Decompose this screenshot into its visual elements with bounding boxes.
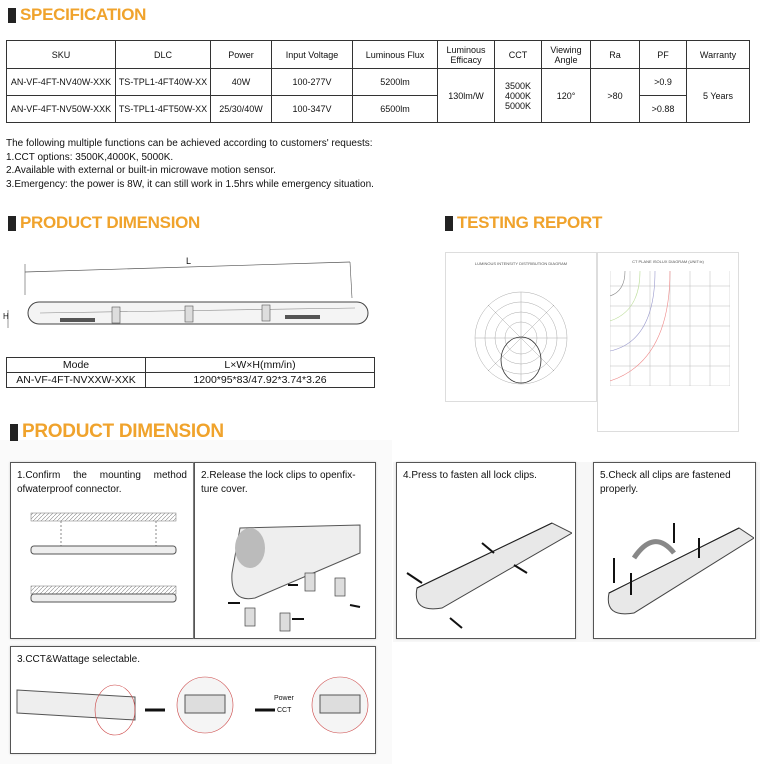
diagram-title: LUMINOUS INTENSITY DISTRIBUTION DIAGRAM bbox=[474, 261, 568, 266]
step-text: 4.Press to fasten all lock clips. bbox=[403, 470, 537, 481]
intensity-diagram bbox=[445, 252, 597, 402]
cell-efficacy: 130lm/W bbox=[438, 69, 495, 123]
step-text: 3.CCT&Wattage selectable. bbox=[17, 654, 141, 665]
cell-pf: >0.88 bbox=[640, 96, 687, 123]
heading-text: SPECIFICATION bbox=[20, 5, 147, 24]
cell-sku: AN-VF-4FT-NV40W-XXK bbox=[7, 69, 116, 96]
table-row bbox=[7, 69, 750, 96]
height-label: H bbox=[3, 312, 9, 321]
table-header-row bbox=[7, 41, 750, 69]
cell-cct bbox=[495, 69, 542, 123]
cct-value: 3500K bbox=[504, 80, 532, 91]
specification-heading bbox=[8, 5, 146, 25]
dimension-table bbox=[6, 357, 375, 388]
col-voltage: Input Voltage bbox=[272, 41, 353, 69]
note-line: 2.Available with external or built-in microwave motion sensor. bbox=[6, 165, 276, 176]
heading-text: PRODUCT DIMENSION bbox=[22, 421, 224, 442]
table-header-row bbox=[7, 358, 375, 373]
product-dimension-heading bbox=[8, 213, 200, 233]
check-clips-illustration bbox=[599, 503, 754, 633]
col-flux: Luminous Flux bbox=[353, 41, 438, 69]
cell-dimensions: 1200*95*83/47.92*3.74*3.26 bbox=[146, 373, 375, 388]
cell-angle: 120° bbox=[542, 69, 591, 123]
step-5-panel bbox=[593, 462, 756, 639]
cell-flux: 6500lm bbox=[353, 96, 438, 123]
isolux-diagram bbox=[597, 252, 739, 432]
col-mode: Mode bbox=[7, 358, 146, 373]
cell-voltage: 100-277V bbox=[272, 69, 353, 96]
cell-power: 40W bbox=[211, 69, 272, 96]
table-row bbox=[7, 373, 375, 388]
col-sku: SKU bbox=[7, 41, 116, 69]
note-line: 1.CCT options: 3500K,4000K, 5000K. bbox=[6, 151, 174, 163]
length-label: L bbox=[186, 256, 192, 266]
step-text: 5.Check all clips are fastened properly. bbox=[600, 470, 731, 495]
heading-text: PRODUCT DIMENSION bbox=[20, 213, 201, 232]
fasten-clips-illustration bbox=[402, 503, 572, 633]
cell-power: 25/30/40W bbox=[211, 96, 272, 123]
step-1-panel bbox=[10, 462, 194, 639]
clip-release-illustration bbox=[210, 523, 370, 633]
note-line: 3.Emergency: the power is 8W, it can still work in 1.5hrs while emergency situation. bbox=[6, 178, 374, 190]
polar-chart bbox=[471, 288, 571, 388]
power-switch-label: Power bbox=[274, 695, 294, 702]
col-ra: Ra bbox=[591, 41, 640, 69]
cell-warranty: 5 Years bbox=[687, 69, 750, 123]
cell-flux: 5200lm bbox=[353, 69, 438, 96]
cell-voltage: 100-347V bbox=[272, 96, 353, 123]
col-power: Power bbox=[211, 41, 272, 69]
step-4-panel bbox=[396, 462, 576, 639]
spec-table bbox=[6, 40, 750, 123]
step-text: 2.Release the lock clips to openfix-ture cover. bbox=[201, 470, 356, 495]
cell-pf: >0.9 bbox=[640, 69, 687, 96]
cell-model: AN-VF-4FT-NVXXW-XXK bbox=[7, 373, 146, 388]
step-3-panel bbox=[10, 646, 376, 754]
heading-marker bbox=[445, 216, 453, 231]
feature-notes bbox=[6, 137, 374, 191]
mounting-illustration bbox=[26, 508, 181, 618]
step-2-panel bbox=[194, 462, 376, 639]
col-angle: Viewing Angle bbox=[542, 41, 591, 69]
cell-dlc: TS-TPL1-4FT40W-XX bbox=[116, 69, 211, 96]
cct-wattage-illustration bbox=[15, 675, 375, 750]
cell-sku: AN-VF-4FT-NV50W-XXK bbox=[7, 96, 116, 123]
install-heading bbox=[10, 421, 224, 443]
cct-value: 5000K bbox=[504, 100, 532, 111]
col-dimensions: L×W×H(mm/in) bbox=[146, 358, 375, 373]
cct-switch-label: CCT bbox=[277, 707, 292, 714]
isolux-grid bbox=[610, 271, 730, 386]
cell-dlc: TS-TPL1-4FT50W-XX bbox=[116, 96, 211, 123]
step-text: 1.Confirm the mounting method ofwaterproof connector. bbox=[17, 470, 187, 495]
heading-marker bbox=[10, 424, 18, 441]
col-cct: CCT bbox=[495, 41, 542, 69]
col-dlc: DLC bbox=[116, 41, 211, 69]
note-line: The following multiple functions can be achieved according to customers' requests: bbox=[6, 138, 373, 149]
diagram-title: CT PLANE ISOLUX DIAGRAM (UNIT:lx) bbox=[632, 259, 704, 264]
testing-report-heading bbox=[445, 213, 602, 233]
heading-marker bbox=[8, 8, 16, 23]
col-pf: PF bbox=[640, 41, 687, 69]
heading-marker bbox=[8, 216, 16, 231]
heading-text: TESTING REPORT bbox=[457, 213, 603, 232]
col-efficacy: Luminous Efficacy bbox=[438, 41, 495, 69]
cell-ra: >80 bbox=[591, 69, 640, 123]
cct-value: 4000K bbox=[504, 90, 532, 101]
col-warranty: Warranty bbox=[687, 41, 750, 69]
